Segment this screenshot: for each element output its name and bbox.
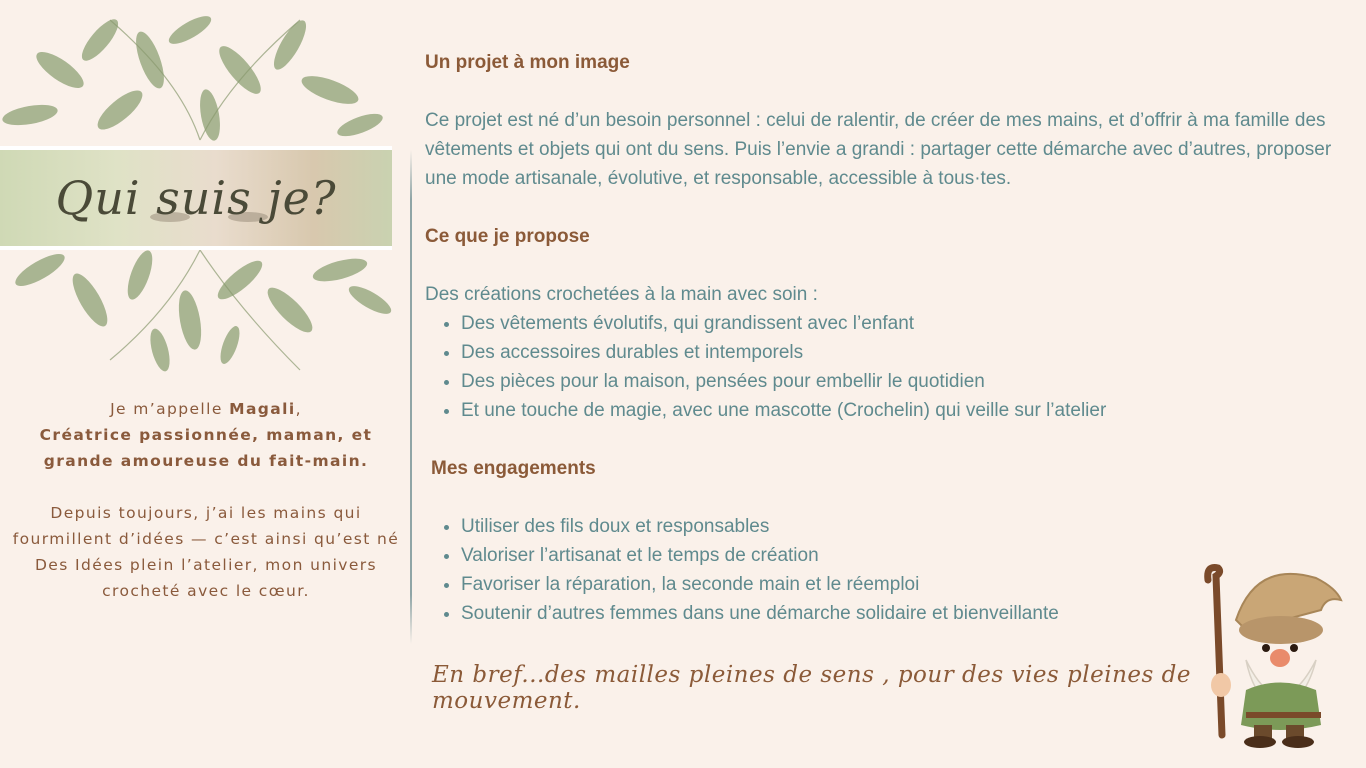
section-title-commitments: Mes engagements xyxy=(431,458,596,479)
crochelin-mascot-illustration xyxy=(1186,560,1356,750)
section-text-project: Ce projet est né d’un besoin personnel : celui de ralentir, de créer de mes mains, et d’offrir à ma famille des vêtements et objets qui ont du sens. Puis l’envie a grandi : partager cette démarche avec d’autres, proposer une mode artisanale, évolutive, et responsable, accessible à tous·tes. xyxy=(425,110,1332,189)
list-item: • Valoriser l’artisanat et le temps de création xyxy=(461,541,1345,570)
offer-list xyxy=(425,309,1345,425)
greeting-prefix: Je m’appelle xyxy=(110,400,230,418)
closing-signature-line: En bref...des mailles pleines de sens , pour des vies pleines de mouvement. xyxy=(432,662,1191,714)
author-tagline: Créatrice passionnée, maman, et grande amoureuse du fait-main. xyxy=(39,426,373,470)
list-item: • Soutenir d’autres femmes dans une démarche solidaire et bienveillante xyxy=(461,599,1345,628)
list-item: • Et une touche de magie, avec une mascotte (Crochelin) qui veille sur l’atelier xyxy=(461,396,1345,425)
greeting-suffix: , xyxy=(295,400,302,418)
list-item: • Des vêtements évolutifs, qui grandissent avec l’enfant xyxy=(461,309,1345,338)
list-item: • Des pièces pour la maison, pensées pour embellir le quotidien xyxy=(461,367,1345,396)
portrait-photo-band xyxy=(0,146,392,250)
list-item: • Des accessoires durables et intemporels xyxy=(461,338,1345,367)
main-content xyxy=(425,48,1345,628)
list-item: • Favoriser la réparation, la seconde main et le réemploi xyxy=(461,570,1345,599)
section-title-offer: Ce que je propose xyxy=(425,226,590,247)
intro-greeting xyxy=(10,396,402,422)
intro-text xyxy=(10,396,402,604)
list-item: • Utiliser des fils doux et responsables xyxy=(461,512,1345,541)
author-name: Magali xyxy=(229,400,296,418)
section-title-project: Un projet à mon image xyxy=(425,52,630,73)
who-am-i-title: Qui suis je? xyxy=(55,171,337,225)
offer-lead: Des créations crochetées à la main avec soin : xyxy=(425,284,818,305)
left-panel xyxy=(0,0,412,768)
author-story: Depuis toujours, j’ai les mains qui fourmillent d’idées — c’est ainsi qu’est né Des Idées plein l’atelier, mon univers crocheté avec le cœur. xyxy=(12,504,400,600)
vertical-divider xyxy=(410,150,412,644)
